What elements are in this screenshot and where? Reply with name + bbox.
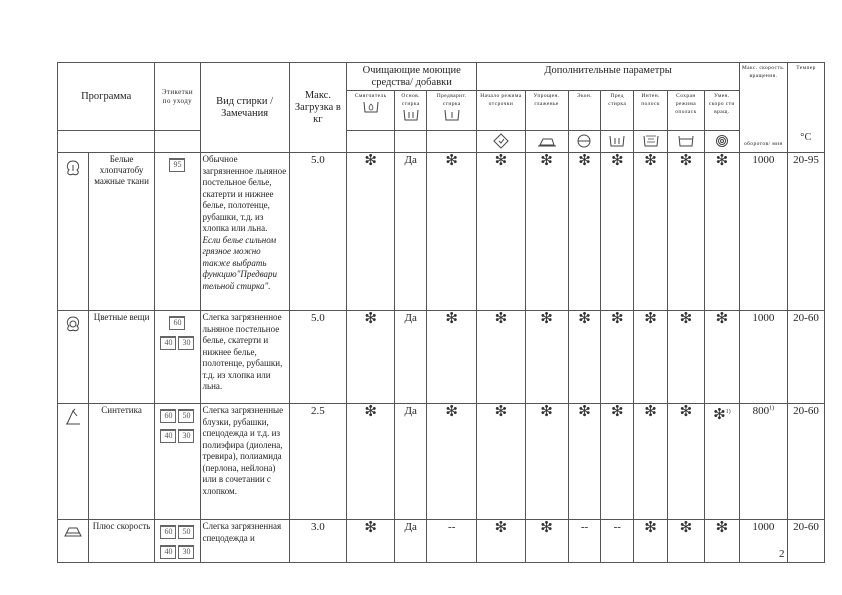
header-program: Программа bbox=[58, 63, 155, 131]
synthetic-icon bbox=[63, 408, 83, 426]
quick-wash-icon bbox=[63, 524, 83, 538]
care-label-tag: 95 bbox=[169, 158, 185, 172]
opt-prewash: ❇ bbox=[601, 153, 634, 311]
header-prewash-label: Предварит. стирка bbox=[436, 93, 467, 107]
opt-reduced-spin: ❇ bbox=[704, 311, 739, 404]
opt-reduced-spin: ❇ bbox=[704, 153, 739, 311]
header-max-load: Макс. Загрузка в кг bbox=[289, 63, 346, 153]
easy-iron-cell bbox=[525, 131, 568, 153]
opt-prewash: -- bbox=[601, 520, 634, 563]
opt-intensive-rinse: ❇ bbox=[634, 520, 668, 563]
softener-mark: ❇ bbox=[347, 153, 395, 311]
opt-reduced-spin-mark: ❇ bbox=[713, 407, 726, 423]
opt-eco: ❇ bbox=[568, 404, 601, 520]
softener-col-blank bbox=[347, 131, 395, 153]
pre-wash-opt-cell bbox=[601, 131, 634, 153]
wash-description: Слегка загрязненное льняное постельное белье, скатерти и нижнее белье, полотенце, рубашки, т.д. из хлопка или льна. bbox=[200, 311, 289, 404]
program-icon-cell bbox=[58, 153, 89, 311]
header-care-labels: Этикетки по уходу bbox=[155, 63, 200, 131]
max-load: 3.0 bbox=[289, 520, 346, 563]
wash-description-note: Если белье сильном грязное можно также выбрать функцию"Предвари тельной стирка". bbox=[202, 234, 278, 291]
opt-easy-iron: ❇ bbox=[525, 311, 568, 404]
care-label-tag: 40 bbox=[160, 429, 176, 443]
main-wash-mark: Да bbox=[395, 404, 427, 520]
rinse-hold-icon bbox=[677, 134, 695, 148]
opt-delay-start: ❇ bbox=[477, 311, 525, 404]
opt-easy-iron: ❇ bbox=[525, 404, 568, 520]
care-label-tag: 40 bbox=[160, 545, 176, 559]
main-wash-mark: Да bbox=[395, 153, 427, 311]
program-icon-cell bbox=[58, 311, 89, 404]
care-labels bbox=[155, 520, 200, 563]
opt-intensive-rinse: ❇ bbox=[634, 404, 668, 520]
opt-delay-start: ❇ bbox=[477, 153, 525, 311]
header-extra-params: Дополнительные параметры bbox=[477, 63, 739, 91]
prewash-mark: ❇ bbox=[427, 311, 477, 404]
header-program-blank bbox=[58, 131, 155, 153]
opt-reduced-spin: ❇ bbox=[704, 520, 739, 563]
prewash-col-blank bbox=[427, 131, 477, 153]
max-spin: 1000 bbox=[739, 153, 787, 311]
header-temp-label: Темпер bbox=[796, 65, 816, 71]
header-prewash bbox=[427, 91, 477, 131]
rinse-hold-cell bbox=[668, 131, 705, 153]
table-row bbox=[58, 311, 825, 404]
wash-description-text: Обычное загрязненное льняное постельное белье, скатерти и нижнее белье, полотенце, рубашки, т.д. из хлопка или льна. bbox=[202, 154, 287, 233]
max-load: 2.5 bbox=[289, 404, 346, 520]
opt-easy-iron: ❇ bbox=[525, 153, 568, 311]
prewash-mark: ❇ bbox=[427, 404, 477, 520]
spin-icon bbox=[715, 134, 729, 148]
header-temp bbox=[787, 63, 824, 153]
table-row bbox=[58, 520, 825, 563]
header-rinse-hold: Сохран режима ополаск bbox=[668, 91, 705, 131]
wash-description: Слегка загрязненная спецодежда и bbox=[200, 520, 289, 563]
opt-intensive-rinse: ❇ bbox=[634, 311, 668, 404]
opt-prewash: ❇ bbox=[601, 311, 634, 404]
header-detergents: Очищающие моющие средства/ добавки bbox=[347, 63, 477, 91]
prewash-mark: -- bbox=[427, 520, 477, 563]
softener-mark: ❇ bbox=[347, 311, 395, 404]
opt-prewash: ❇ bbox=[601, 404, 634, 520]
eco-cell bbox=[568, 131, 601, 153]
opt-eco: -- bbox=[568, 520, 601, 563]
header-max-spin-label: Макс. скорость. вращения. bbox=[741, 65, 785, 79]
delay-start-cell bbox=[477, 131, 525, 153]
care-labels bbox=[155, 311, 200, 404]
main-wash-mark: Да bbox=[395, 311, 427, 404]
header-main-wash-label: Основ. стирка bbox=[401, 93, 420, 107]
intensive-rinse-cell bbox=[634, 131, 668, 153]
opt-rinse-hold: ❇ bbox=[668, 311, 705, 404]
header-eco: Экон. bbox=[568, 91, 601, 131]
header-intensive-rinse: Интен. полоск bbox=[634, 91, 668, 131]
header-rpm-label: оборотов/ мин bbox=[743, 141, 783, 147]
eco-icon bbox=[576, 133, 592, 149]
care-label-tag: 40 bbox=[160, 336, 176, 350]
wash-description bbox=[200, 153, 289, 311]
table-row bbox=[58, 404, 825, 520]
program-name: Цветные вещи bbox=[88, 311, 155, 404]
header-reduced-spin: Умен. скоро сти вращ. bbox=[704, 91, 739, 131]
opt-reduced-spin bbox=[704, 404, 739, 520]
softener-mark: ❇ bbox=[347, 404, 395, 520]
care-label-tag: 30 bbox=[178, 545, 194, 559]
temperature: 20-95 bbox=[787, 153, 824, 311]
program-name: Синтетика bbox=[88, 404, 155, 520]
program-name: Плюс скорость bbox=[88, 520, 155, 563]
opt-delay-start: ❇ bbox=[477, 520, 525, 563]
opt-rinse-hold: ❇ bbox=[668, 153, 705, 311]
header-softener-label: Смягчитель bbox=[354, 93, 387, 99]
softener-icon bbox=[362, 100, 380, 114]
wash-description: Слегка загрязненные блузки, рубашки, спецодежда и т.д. из полиэфира (диолена, тревира), полиамида (перлона, нейлона) или в сочетании с хлопком. bbox=[200, 404, 289, 520]
header-easy-iron: Упрощен. глаженье bbox=[525, 91, 568, 131]
page-number: 2 bbox=[779, 548, 785, 560]
header-celsius: °C bbox=[800, 132, 812, 143]
care-labels bbox=[155, 153, 200, 311]
footnote-mark: 1) bbox=[725, 409, 731, 415]
program-name: Белые хлопчатобу мажные ткани bbox=[88, 153, 155, 311]
opt-easy-iron: ❇ bbox=[525, 520, 568, 563]
program-icon-cell bbox=[58, 404, 89, 520]
header-main-wash bbox=[395, 91, 427, 131]
program-icon-cell bbox=[58, 520, 89, 563]
opt-rinse-hold: ❇ bbox=[668, 520, 705, 563]
iron-icon bbox=[537, 134, 557, 148]
main-wash-icon bbox=[402, 108, 420, 122]
program-table bbox=[57, 62, 825, 563]
opt-eco: ❇ bbox=[568, 311, 601, 404]
opt-eco: ❇ bbox=[568, 153, 601, 311]
reduced-spin-cell bbox=[704, 131, 739, 153]
opt-rinse-hold: ❇ bbox=[668, 404, 705, 520]
main-col-blank bbox=[395, 131, 427, 153]
opt-delay-start: ❇ bbox=[477, 404, 525, 520]
max-spin: 1000 bbox=[739, 520, 787, 563]
care-label-tag: 30 bbox=[178, 429, 194, 443]
care-labels bbox=[155, 404, 200, 520]
footnote-mark: 1) bbox=[769, 405, 775, 412]
care-label-tag: 60 bbox=[160, 525, 176, 539]
max-load: 5.0 bbox=[289, 311, 346, 404]
table-row bbox=[58, 153, 825, 311]
max-spin: 1000 bbox=[739, 311, 787, 404]
prewash-icon bbox=[443, 108, 461, 122]
prewash-opt-icon bbox=[608, 134, 626, 148]
colored-icon bbox=[63, 315, 83, 333]
care-label-tag: 30 bbox=[178, 336, 194, 350]
header-delay-start: Начало режима отсрочки bbox=[477, 91, 525, 131]
temperature: 20-60 bbox=[787, 404, 824, 520]
care-label-tag: 60 bbox=[169, 316, 185, 330]
temperature: 20-60 bbox=[787, 520, 824, 563]
header-labels-blank bbox=[155, 131, 200, 153]
cotton-icon bbox=[63, 159, 83, 177]
opt-intensive-rinse: ❇ bbox=[634, 153, 668, 311]
header-softener bbox=[347, 91, 395, 131]
prewash-mark: ❇ bbox=[427, 153, 477, 311]
header-pre-wash-opt: Пред стирка bbox=[601, 91, 634, 131]
care-label-tag: 60 bbox=[160, 409, 176, 423]
temperature: 20-60 bbox=[787, 311, 824, 404]
care-label-tag: 50 bbox=[178, 409, 194, 423]
delay-start-icon bbox=[493, 133, 509, 149]
max-load: 5.0 bbox=[289, 153, 346, 311]
intensive-rinse-icon bbox=[642, 134, 660, 148]
main-wash-mark: Да bbox=[395, 520, 427, 563]
header-wash-type: Вид стирки / Замечания bbox=[200, 63, 289, 153]
care-label-tag: 50 bbox=[178, 525, 194, 539]
header-max-spin bbox=[739, 63, 787, 153]
softener-mark: ❇ bbox=[347, 520, 395, 563]
max-spin-value: 800 bbox=[752, 405, 770, 417]
max-spin bbox=[739, 404, 787, 520]
